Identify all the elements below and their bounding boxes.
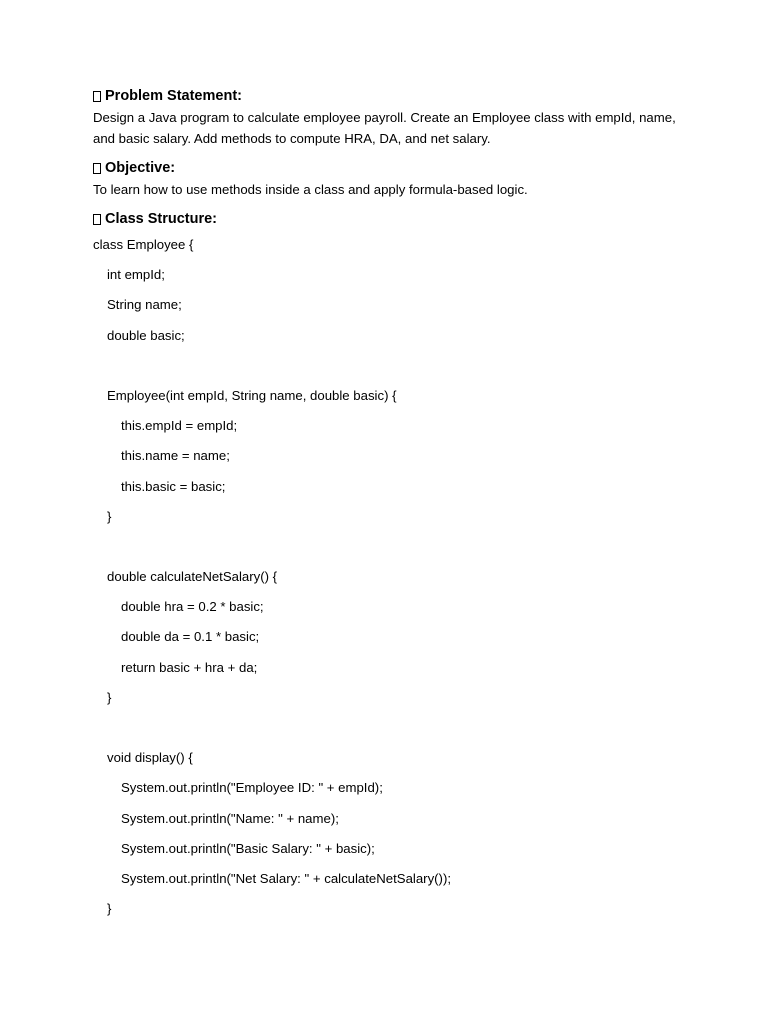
code-line: void display() { — [107, 750, 193, 766]
problem-statement-heading — [93, 86, 683, 106]
code-line: System.out.println("Net Salary: " + calculateNetSalary()); — [121, 870, 452, 886]
missing-glyph-icon — [93, 163, 101, 174]
code-line: return basic + hra + da; — [121, 659, 258, 675]
code-line-blank — [93, 358, 683, 388]
code-line: this.name = name; — [121, 448, 230, 464]
code-line: Employee(int empId, String name, double basic) { — [107, 387, 397, 403]
code-line-blank — [93, 720, 683, 750]
code-line: System.out.println("Name: " + name); — [121, 810, 339, 826]
objective-title: Objective: — [105, 160, 176, 176]
problem-statement-text: Design a Java program to calculate employee payroll. Create an Employee class with empId, name, and basic salary. Add methods to compute HRA, DA, and net salary. — [93, 110, 676, 146]
code-line: double da = 0.1 * basic; — [121, 629, 260, 645]
code-line: this.empId = empId; — [121, 418, 238, 434]
code-line: System.out.println("Basic Salary: " + basic); — [121, 840, 375, 856]
code-line: } — [107, 901, 112, 917]
code-line: } — [107, 508, 112, 524]
code-line: String name; — [107, 297, 182, 313]
objective-text: To learn how to use methods inside a class and apply formula-based logic. — [93, 182, 528, 197]
objective-heading — [93, 158, 683, 178]
code-line: double basic; — [107, 327, 185, 343]
code-line: double hra = 0.2 * basic; — [121, 599, 264, 615]
class-structure-title: Class Structure: — [105, 211, 218, 227]
code-line: } — [107, 689, 112, 705]
document-page — [93, 86, 683, 931]
code-line: System.out.println("Employee ID: " + empId); — [121, 780, 383, 796]
code-line: double calculateNetSalary() { — [107, 569, 278, 585]
code-line: this.basic = basic; — [121, 478, 226, 494]
missing-glyph-icon — [93, 214, 101, 225]
code-line: int empId; — [107, 267, 165, 283]
code-block — [93, 237, 683, 931]
class-structure-heading — [93, 209, 683, 229]
missing-glyph-icon — [93, 91, 101, 102]
code-line-blank — [93, 539, 683, 569]
code-line: class Employee { — [93, 237, 194, 252]
problem-statement-title: Problem Statement: — [105, 88, 242, 104]
